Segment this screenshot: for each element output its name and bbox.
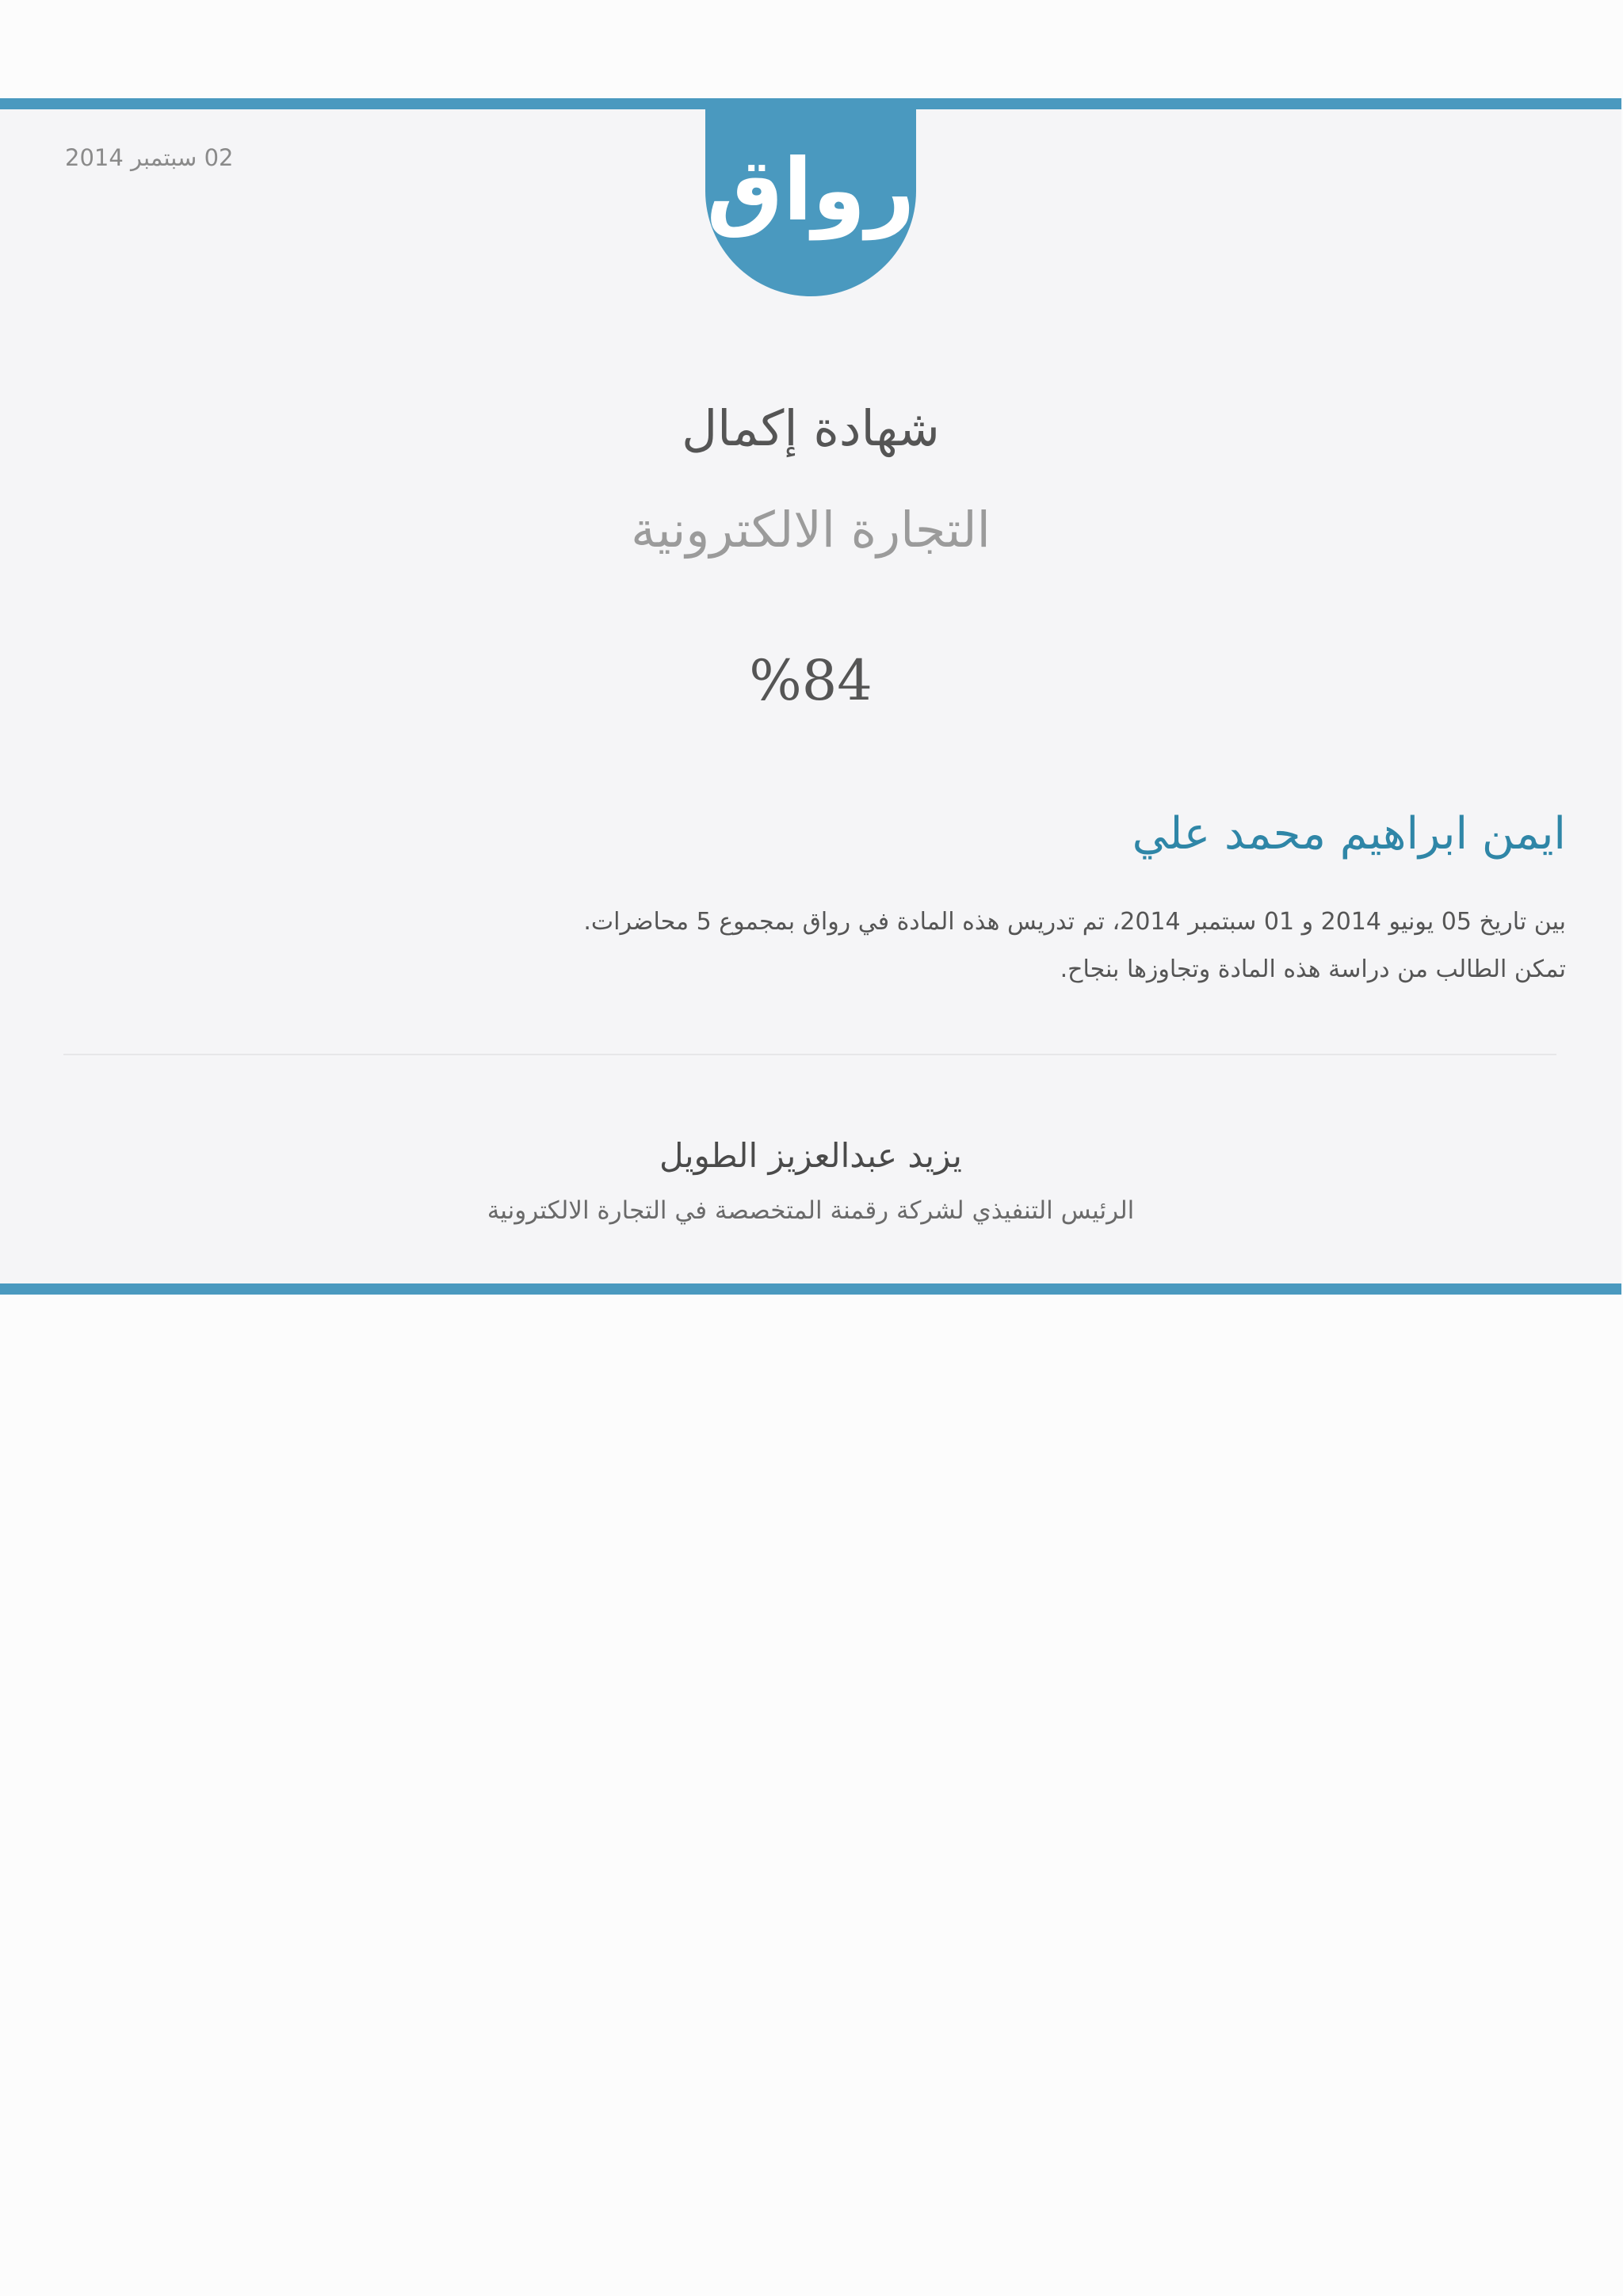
certificate-body	[456, 898, 1566, 994]
logo-badge	[705, 109, 916, 296]
course-name: التجارة الالكترونية	[631, 501, 991, 559]
logo: رواق	[706, 141, 915, 240]
body-line: تمكن الطالب من دراسة هذه المادة وتجاوزها بنجاح.	[1060, 955, 1566, 983]
certificate-date: 02 سبتمبر 2014	[65, 144, 234, 171]
divider	[63, 1054, 1556, 1055]
certificate-title: شهادة إكمال	[682, 399, 940, 457]
student-name: ايمن ابراهيم محمد علي	[1132, 808, 1566, 860]
body-line: بين تاريخ 05 يونيو 2014 و 01 سبتمبر 2014، تم تدريس هذه المادة في رواق بمجموع 5 محاضرات.	[583, 908, 1566, 936]
signer-name: يزيد عبدالعزيز الطويل	[659, 1136, 962, 1175]
signer-title: الرئيس التنفيذي لشركة رقمنة المتخصصة في التجارة الالكترونية	[487, 1196, 1135, 1225]
certificate-panel	[0, 98, 1621, 1295]
score: %84	[749, 648, 873, 713]
